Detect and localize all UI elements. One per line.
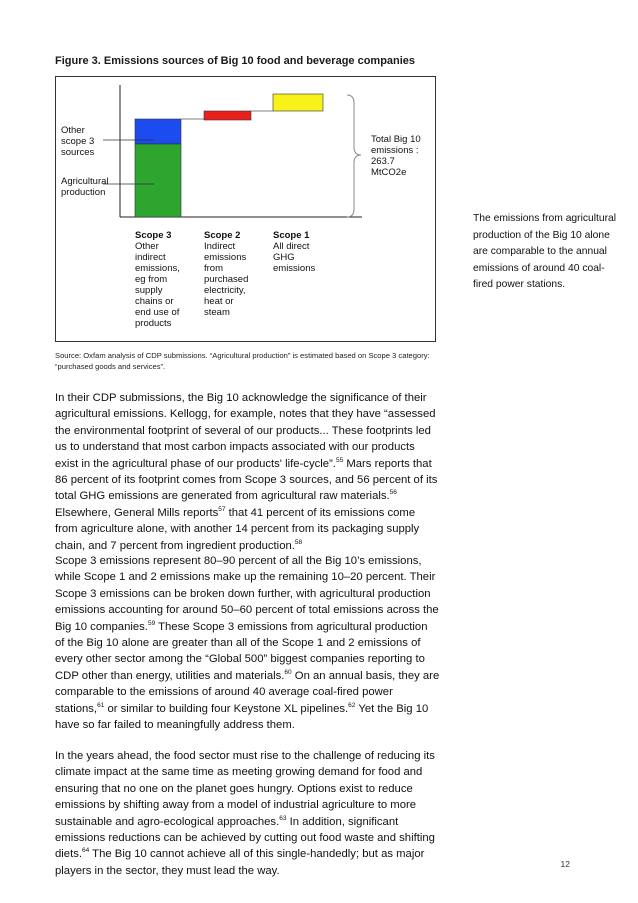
source-note: Source: Oxfam analysis of CDP submissions. “Agricultural production” is estimated based on Scope 3 category: “purchased goods and services”.: [55, 351, 430, 371]
paragraph-1: [55, 390, 440, 554]
footnote-ref: 60: [284, 668, 292, 676]
footnote-ref: 64: [82, 847, 90, 855]
paragraph-text: In addition, significant emissions reductions can be achieved by cutting out food waste and shifting diets.: [55, 815, 435, 861]
paragraph-text: or similar to building four Keystone XL pipelines.: [104, 702, 349, 715]
label-total-emissions: Total Big 10 emissions : 263.7 MtCO2e: [371, 134, 421, 178]
emissions-figure: [55, 76, 436, 342]
footnote-ref: 62: [348, 701, 356, 709]
paragraph-text: The Big 10 cannot achieve all of this single-handedly; but as major players in the sector, they must lead the way.: [55, 848, 425, 877]
sidebar-quote: The emissions from agricultural production of the Big 10 alone are comparable to the annual emissions of around 40 coal-fired power stations.: [473, 213, 617, 290]
paragraph-text: In their CDP submissions, the Big 10 acknowledge the significance of their agricultural emissions. Kellogg, for example, notes that they have “assessed the environmental footprint of several of our products... These footprints led us to understand that most carbon impacts associated with our products exist in the agricultural phase of our products' life-cycle”.: [55, 392, 436, 470]
page-number: 12: [560, 859, 570, 869]
paragraph-text: Scope 3 emissions represent 80–90 percent of all the Big 10’s emissions, while Scope 1 and 2 emissions make up the remaining 10–20 percent. Their Scope 3 emissions can be broken down further, with agricultural production emissions accounting for around 50–60 percent of total emissions across the Big 10 companies.: [55, 555, 439, 633]
total-bracket: [347, 95, 361, 217]
column-scope3: Scope 3 Other indirect emissions, eg from supply chains or end use of products: [135, 230, 180, 329]
bar-scope2: [204, 111, 251, 120]
label-agricultural-production: Agricultural production: [61, 176, 109, 198]
figure-title: Figure 3. Emissions sources of Big 10 food and beverage companies: [55, 55, 416, 67]
bar-agricultural-production: [135, 144, 181, 217]
paragraph-text: Mars reports that 86 percent of its footprint comes from Scope 3 sources, and 56 percent of its total GHG emissions are generated from agricultural raw materials.: [55, 457, 438, 503]
paragraph-2: [55, 553, 440, 733]
paragraph-text: that 41 percent of its emissions come from agriculture alone, with another 14 percent from its packaging supply chain, and 7 percent from ingredient production.: [55, 506, 420, 552]
paragraph-3: [55, 748, 440, 879]
paragraph-text: Elsewhere, General Mills reports: [55, 506, 219, 519]
footnote-ref: 59: [147, 619, 156, 627]
paragraph-text: Yet the Big 10 have so far failed to meaningfully address them.: [55, 702, 429, 732]
footnote-ref: 56: [389, 489, 397, 497]
footnote-ref: 57: [218, 505, 226, 513]
footnote-ref: 58: [294, 538, 303, 546]
paragraph-text: On an annual basis, they are comparable to the emissions of around 40 average coal-fired power stations,: [55, 669, 440, 715]
column-scope1: Scope 1 All direct GHG emissions: [273, 230, 316, 274]
column-scope2: Scope 2 Indirect emissions from purchased electricity, heat or steam: [204, 230, 249, 318]
bar-scope1: [273, 94, 323, 111]
emissions-diagram: [56, 77, 437, 343]
footnote-ref: 63: [279, 814, 287, 822]
footnote-ref: 61: [97, 701, 105, 709]
footnote-ref: 55: [335, 456, 344, 464]
label-other-scope3: Other scope 3 sources: [61, 125, 95, 158]
paragraph-text: These Scope 3 emissions from agricultural production of the Big 10 alone are greater than all of the Scope 1 and 2 emissions of every other sector among the “Global 500” biggest companies reporting to CDP other than energy, utilities and materials.: [55, 620, 428, 682]
paragraph-text: In the years ahead, the food sector must rise to the challenge of reducing its climate impact at the same time as meeting growing demand for food and ensuring that no one on the planet goes hungry. Options exist to reduce emissions by shifting away from a model of industrial agriculture to more sustainable and agro-ecological approaches.: [55, 750, 435, 828]
